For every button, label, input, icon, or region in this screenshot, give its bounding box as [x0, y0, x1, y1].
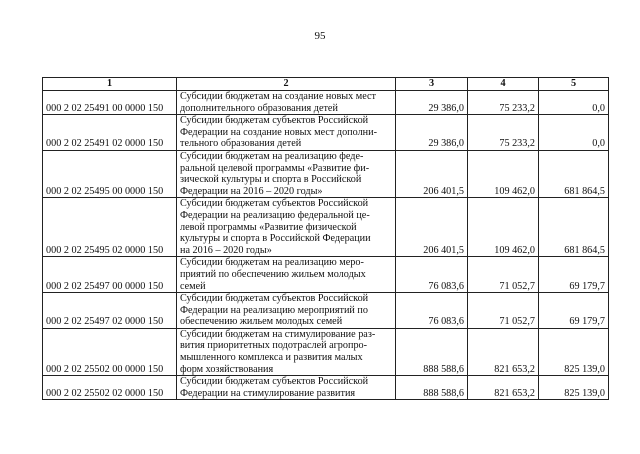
column-header-3: 3 — [396, 78, 468, 91]
description-line: на 2016 – 2020 годы» — [180, 244, 272, 256]
description-line: обеспечению жильем молодых семей — [180, 316, 343, 328]
description-cell — [177, 376, 396, 400]
description-cell — [177, 328, 396, 375]
column-header-1: 1 — [43, 78, 177, 91]
budget-code-cell: 000 2 02 25495 00 0000 150 — [43, 150, 177, 197]
description-line: Субсидии бюджетам субъектов Российской — [180, 293, 369, 305]
description-cell — [177, 91, 396, 115]
budget-code-cell: 000 2 02 25502 00 0000 150 — [43, 328, 177, 375]
amount-cell-v5: 0,0 — [539, 115, 609, 151]
description-cell — [177, 293, 396, 329]
description-cell — [177, 115, 396, 151]
budget-code-cell: 000 2 02 25491 02 0000 150 — [43, 115, 177, 151]
table-row — [43, 328, 609, 375]
amount-cell-v5: 0,0 — [539, 91, 609, 115]
amount-cell-v5: 69 179,7 — [539, 293, 609, 329]
column-header-5: 5 — [539, 78, 609, 91]
description-line: семей — [180, 280, 206, 292]
description-line: Субсидии бюджетам на создание новых мест — [180, 91, 376, 102]
amount-cell-v3: 76 083,6 — [396, 257, 468, 293]
amount-cell-v5: 681 864,5 — [539, 198, 609, 257]
description-line: Федерации на стимулирование развития — [180, 387, 356, 399]
description-line: Субсидии бюджетам субъектов Российской — [180, 198, 369, 210]
description-line: ральной целевой программы «Развитие фи- — [180, 162, 370, 174]
description-line: Федерации на реализацию мероприятий по — [180, 304, 368, 316]
amount-cell-v4: 71 052,7 — [468, 293, 539, 329]
amount-cell-v5: 825 139,0 — [539, 376, 609, 400]
table-row — [43, 376, 609, 400]
table-row — [43, 293, 609, 329]
amount-cell-v3: 206 401,5 — [396, 150, 468, 197]
table-row — [43, 257, 609, 293]
description-line: левой программы «Развитие физической — [180, 221, 357, 233]
budget-table — [42, 77, 609, 400]
amount-cell-v4: 75 233,2 — [468, 115, 539, 151]
amount-cell-v5: 825 139,0 — [539, 328, 609, 375]
table-row — [43, 150, 609, 197]
amount-cell-v3: 206 401,5 — [396, 198, 468, 257]
description-cell — [177, 150, 396, 197]
description-line: мышленного комплекса и развития малых — [180, 352, 363, 364]
amount-cell-v4: 71 052,7 — [468, 257, 539, 293]
amount-cell-v3: 888 588,6 — [396, 328, 468, 375]
description-cell — [177, 257, 396, 293]
description-line: Субсидии бюджетам субъектов Российской — [180, 115, 369, 127]
amount-cell-v4: 109 462,0 — [468, 198, 539, 257]
amount-cell-v3: 888 588,6 — [396, 376, 468, 400]
column-header-4: 4 — [468, 78, 539, 91]
description-line: культуры и спорта в Российской Федерации — [180, 233, 371, 245]
column-header-2: 2 — [177, 78, 396, 91]
budget-code-cell: 000 2 02 25497 02 0000 150 — [43, 293, 177, 329]
budget-code-cell: 000 2 02 25495 02 0000 150 — [43, 198, 177, 257]
table-header-row — [43, 78, 609, 91]
description-line: тельного образования детей — [180, 138, 302, 150]
description-line: Федерации на реализацию федеральной це- — [180, 209, 370, 221]
description-line: дополнительного образования детей — [180, 102, 338, 114]
amount-cell-v4: 75 233,2 — [468, 91, 539, 115]
table-row — [43, 91, 609, 115]
description-line: Субсидии бюджетам на реализацию феде- — [180, 150, 364, 162]
description-line: Субсидии бюджетам субъектов Российской — [180, 376, 369, 388]
amount-cell-v4: 821 653,2 — [468, 376, 539, 400]
budget-code-cell: 000 2 02 25502 02 0000 150 — [43, 376, 177, 400]
description-line: форм хозяйствования — [180, 363, 274, 375]
amount-cell-v4: 821 653,2 — [468, 328, 539, 375]
description-line: приятий по обеспечению жильем молодых — [180, 268, 366, 280]
description-line: Федерации на создание новых мест дополни- — [180, 126, 377, 138]
amount-cell-v5: 681 864,5 — [539, 150, 609, 197]
description-line: Субсидии бюджетам на стимулирование раз- — [180, 328, 376, 340]
description-line: зической культуры и спорта в Российской — [180, 174, 362, 186]
amount-cell-v4: 109 462,0 — [468, 150, 539, 197]
table-row — [43, 198, 609, 257]
amount-cell-v3: 29 386,0 — [396, 91, 468, 115]
table-body — [43, 91, 609, 400]
budget-code-cell: 000 2 02 25497 00 0000 150 — [43, 257, 177, 293]
description-line: вития приоритетных подотраслей агропро- — [180, 340, 368, 352]
page-number: 95 — [314, 30, 326, 42]
amount-cell-v5: 69 179,7 — [539, 257, 609, 293]
table-row — [43, 115, 609, 151]
amount-cell-v3: 76 083,6 — [396, 293, 468, 329]
description-cell — [177, 198, 396, 257]
description-line: Субсидии бюджетам на реализацию меро- — [180, 257, 364, 269]
amount-cell-v3: 29 386,0 — [396, 115, 468, 151]
description-line: Федерации на 2016 – 2020 годы» — [180, 185, 323, 197]
budget-code-cell: 000 2 02 25491 00 0000 150 — [43, 91, 177, 115]
